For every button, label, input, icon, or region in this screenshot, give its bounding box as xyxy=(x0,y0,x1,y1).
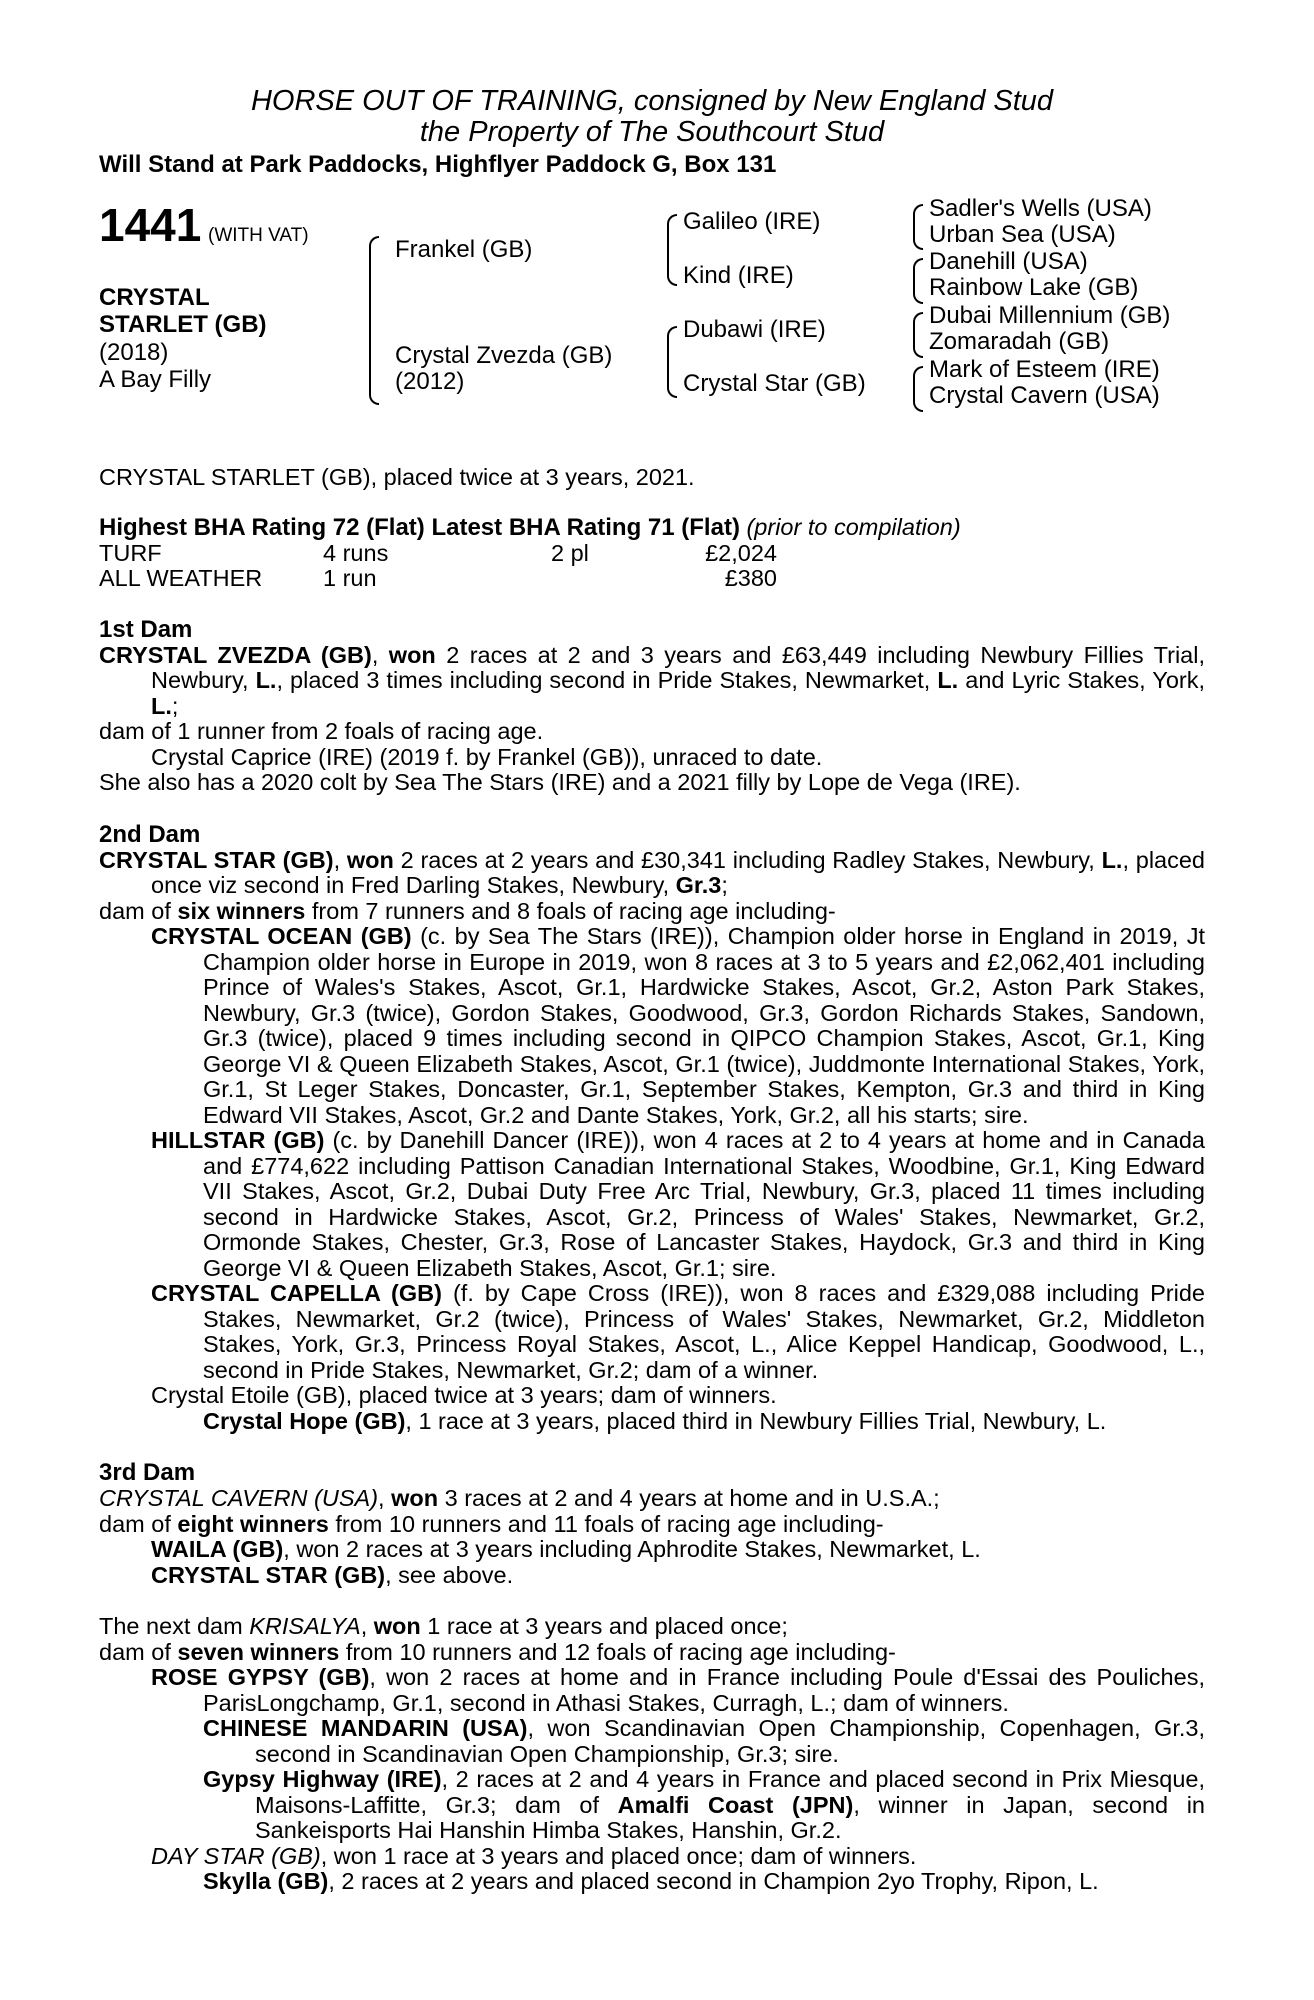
horse-record: , won 1 race at 3 years and placed once; dam of winners. xyxy=(320,1842,917,1869)
catalogue-page xyxy=(99,86,1205,1895)
list-item xyxy=(99,1844,1205,1870)
first-dam-record: CRYSTAL ZVEZDA (GB), won 2 races at 2 and 3 years and £63,449 including Newbury Fillies Trial, Newbury, L., placed 3 times including second in Pride Stakes, Newmarket, L. and Lyric Stakes, York, L.; xyxy=(99,641,1205,719)
bha-ratings: Highest BHA Rating 72 (Flat) Latest BHA Rating 71 (Flat) xyxy=(99,513,740,541)
horse-record: , winner in Japan, second in Sankeisports Hai Hanshin Himba Stakes, Hanshin, Gr.2. xyxy=(255,1791,1205,1843)
next-dam-record: The next dam KRISALYA, won 1 race at 3 years and placed once; xyxy=(99,1613,788,1639)
placed-cell: 2 pl xyxy=(551,539,589,566)
dam-sire: Dubawi (IRE) xyxy=(683,316,826,343)
grandsire-3: Dubai Millennium (GB) xyxy=(929,302,1171,329)
winners-count: six winners xyxy=(177,897,306,924)
next-dam-produce xyxy=(99,1640,1205,1666)
sire-sire: Galileo (IRE) xyxy=(683,208,821,235)
list-item xyxy=(99,1869,1205,1895)
dam-name: Crystal Zvezda (GB) xyxy=(395,342,613,369)
horse-description: A Bay Filly xyxy=(99,366,212,393)
horse-record: , won 2 races at home and in France including Poule d'Essai des Pouliches, ParisLongchamp, Gr.1, second in Athasi Stakes, Curragh, L.; dam of winners. xyxy=(203,1664,1205,1716)
first-dam-section xyxy=(99,617,1205,796)
produce-text: from 10 runners and 11 foals of racing age including- xyxy=(328,1510,884,1537)
first-dam-name: CRYSTAL ZVEZDA (GB) xyxy=(99,641,372,668)
grandsire-4: Mark of Esteem (IRE) xyxy=(929,356,1160,383)
winners-count: eight winners xyxy=(177,1510,329,1537)
pedigree-block xyxy=(99,195,1205,457)
granddam-2: Rainbow Lake (GB) xyxy=(929,274,1139,301)
horse-name: Amalfi Coast (JPN) xyxy=(617,1791,854,1818)
won-label: won xyxy=(391,1485,439,1511)
record-text: 2 races at 2 and 3 years and £63,449 including Newbury Fillies Trial, Newbury, xyxy=(151,641,1205,693)
list-item xyxy=(99,1128,1205,1281)
grandsire-2: Danehill (USA) xyxy=(929,248,1088,275)
horse-year: (2018) xyxy=(99,339,169,366)
list-item xyxy=(99,1767,1205,1844)
horse-name: CRYSTAL STAR (GB) xyxy=(151,1561,386,1588)
g-brace-2 xyxy=(913,258,923,304)
vat-note: (WITH VAT) xyxy=(208,225,309,246)
horse-name: Crystal Hope (GB) xyxy=(203,1407,406,1434)
horse-name: DAY STAR (GB) xyxy=(151,1842,321,1869)
record-text: ; xyxy=(171,692,179,719)
listed-label: L. xyxy=(1101,846,1123,873)
list-item xyxy=(99,1281,1205,1383)
grandsire-1: Sadler's Wells (USA) xyxy=(929,195,1152,222)
list-item xyxy=(99,1665,1205,1716)
second-dam-record: CRYSTAL STAR (GB), won 2 races at 2 years and £30,341 including Radley Stakes, Newbury, L., placed once viz second in Fred Darling Stakes, Newbury, Gr.3; xyxy=(99,846,1206,898)
table-row xyxy=(99,541,777,566)
g-brace-1 xyxy=(913,204,923,250)
first-dam-produce: dam of 1 runner from 2 foals of racing age. xyxy=(99,718,544,744)
granddam-4: Crystal Cavern (USA) xyxy=(929,382,1160,409)
second-dam-section xyxy=(99,822,1205,1435)
third-dam-name: CRYSTAL CAVERN (USA) xyxy=(99,1485,379,1511)
ratings-block xyxy=(99,515,1205,591)
g-brace-3 xyxy=(913,312,923,358)
listed-label: L. xyxy=(937,667,959,693)
runs-cell: 4 runs xyxy=(323,539,389,566)
horse-record: , 2 races at 2 years and placed second in Champion 2yo Trophy, Ripon, L. xyxy=(328,1868,1099,1894)
surface-cell: TURF xyxy=(99,539,162,566)
lot-number: 1441 xyxy=(99,199,202,251)
horse-name-line1: CRYSTAL xyxy=(99,284,210,311)
table-row xyxy=(99,566,777,591)
won-label: won xyxy=(388,641,436,668)
sire-name: Frankel (GB) xyxy=(395,236,533,263)
placed-cell xyxy=(551,566,681,591)
granddam-3: Zomaradah (GB) xyxy=(929,328,1110,355)
g-brace-4 xyxy=(913,366,923,412)
dam-dam: Crystal Star (GB) xyxy=(683,370,866,397)
list-item xyxy=(99,1537,1205,1563)
third-dam-section xyxy=(99,1460,1205,1588)
record-text: The next dam xyxy=(99,1613,250,1639)
third-dam-heading: 3rd Dam xyxy=(99,1459,196,1486)
list-item xyxy=(99,1563,1205,1589)
horse-name-line2: STARLET (GB) xyxy=(99,311,267,338)
list-item xyxy=(99,1716,1205,1767)
sire-dam: Kind (IRE) xyxy=(683,262,794,289)
produce-text: from 10 runners and 12 foals of racing age including- xyxy=(339,1638,896,1665)
ratings-table xyxy=(99,541,777,591)
horse-record: , won Scandinavian Open Championship, Copenhagen, Gr.3, second in Scandinavian Open Championship, Gr.3; sire. xyxy=(255,1715,1205,1767)
horse-record: , see above. xyxy=(385,1561,514,1588)
dam-year: (2012) xyxy=(395,368,465,395)
next-dam-section xyxy=(99,1614,1205,1895)
winners-count: seven winners xyxy=(177,1638,340,1665)
listed-label: L. xyxy=(255,667,277,693)
race-summary: CRYSTAL STARLET (GB), placed twice at 3 years, 2021. xyxy=(99,464,695,490)
stand-location: Will Stand at Park Paddocks, Highflyer Paddock G, Box 131 xyxy=(99,151,777,178)
sire-dam-brace xyxy=(369,236,379,405)
horse-record: (c. by Danehill Dancer (IRE)), won 4 races at 2 to 4 years at home and in Canada and £774,622 including Pattison Canadian International Stakes, Woodbine, Gr.1, King Edward VII Stakes, Ascot, Gr.2, Dubai Duty Free Arc Trial, Newbury, Gr.3, placed 11 times including second in Hardwicke Stakes, Ascot, Gr.2, Princess of Wales' Stakes, Newmarket, Gr.2, Ormonde Stakes, Chester, Gr.3, Rose of Lancaster Stakes, Haydock, Gr.3 and third in King George VI & Queen Elizabeth Stakes, Ascot, Gr.1; sire. xyxy=(203,1127,1205,1281)
record-text: , placed 3 times including second in Pride Stakes, Newmarket, xyxy=(276,667,938,693)
horse-name: CRYSTAL OCEAN (GB) xyxy=(151,923,412,949)
produce-text: from 7 runners and 8 foals of racing age including- xyxy=(305,897,836,924)
horse-record: (f. by Cape Cross (IRE)), won 8 races and £329,088 including Pride Stakes, Newmarket, Gr.2 (twice), Princess of Wales' Stakes, Newmarket, Gr.2, Middleton Stakes, York, Gr.3, Princess Royal Stakes, Ascot, L., Alice Keppel Handicap, Goodwood, L., second in Pride Stakes, Newmarket, Gr.2; dam of a winner. xyxy=(203,1280,1205,1383)
property-line: the Property of The Southcourt Stud xyxy=(419,116,885,148)
won-label: won xyxy=(373,1613,421,1639)
record-text: , placed once viz second in Fred Darling Stakes, Newbury, xyxy=(151,846,1206,898)
won-label: won xyxy=(346,846,394,873)
earnings-cell: £380 xyxy=(724,564,777,591)
listed-label: L. xyxy=(151,692,172,719)
surface-cell: ALL WEATHER xyxy=(99,564,263,591)
granddam-1: Urban Sea (USA) xyxy=(929,221,1116,248)
horse-name: Skylla (GB) xyxy=(203,1868,329,1894)
horse-name: WAILA (GB) xyxy=(151,1536,284,1562)
third-dam-record: CRYSTAL CAVERN (USA), won 3 races at 2 and 4 years at home and in U.S.A.; xyxy=(99,1485,940,1511)
record-text: 3 races at 2 and 4 years at home and in U.S.A.; xyxy=(438,1485,940,1511)
ratings-note: (prior to compilation) xyxy=(746,513,961,540)
consignor-line: HORSE OUT OF TRAINING, consigned by New England Stud xyxy=(250,85,1054,117)
horse-name: ROSE GYPSY (GB) xyxy=(151,1664,370,1690)
list-item xyxy=(99,924,1205,1128)
second-dam-produce xyxy=(99,899,1205,925)
second-dam-heading: 2nd Dam xyxy=(99,820,201,848)
record-text: 1 race at 3 years and placed once; xyxy=(420,1613,788,1639)
horse-name: CRYSTAL CAPELLA (GB) xyxy=(151,1280,442,1306)
produce-text: dam of xyxy=(99,1638,178,1665)
first-dam-heading: 1st Dam xyxy=(99,615,193,643)
produce-text: dam of xyxy=(99,897,178,924)
second-dam-name: CRYSTAL STAR (GB) xyxy=(99,846,334,873)
record-text: and Lyric Stakes, York, xyxy=(958,667,1205,693)
dam-parents-brace xyxy=(667,326,677,398)
foal-entry: Crystal Caprice (IRE) (2019 f. by Frankel (GB)), unraced to date. xyxy=(151,743,823,770)
record-text: ; xyxy=(721,872,728,898)
runs-cell: 1 run xyxy=(323,564,377,591)
group-label: Gr.3 xyxy=(675,872,722,898)
list-item xyxy=(99,1409,1205,1435)
earnings-cell: £2,024 xyxy=(705,539,777,566)
next-dam-name: KRISALYA xyxy=(249,1613,361,1639)
horse-record: , 2 races at 2 and 4 years in France and placed second in Prix Miesque, Maisons-Laffitte, Gr.3; dam of xyxy=(255,1766,1205,1818)
sire-parents-brace xyxy=(667,214,677,286)
third-dam-produce xyxy=(99,1512,1205,1538)
produce-text: dam of xyxy=(99,1510,178,1537)
horse-record: , won 2 races at 3 years including Aphrodite Stakes, Newmarket, L. xyxy=(283,1536,981,1562)
horse-name: HILLSTAR (GB) xyxy=(151,1127,325,1153)
first-dam-also: She also has a 2020 colt by Sea The Stars (IRE) and a 2021 filly by Lope de Vega (IRE). xyxy=(99,769,1021,795)
horse-name: Gypsy Highway (IRE) xyxy=(203,1766,442,1792)
list-item: Crystal Etoile (GB), placed twice at 3 years; dam of winners. xyxy=(151,1382,777,1408)
horse-record: (c. by Sea The Stars (IRE)), Champion older horse in England in 2019, Jt Champion older horse in Europe in 2019, won 8 races at 3 to 5 years and £2,062,401 including Prince of Wales's Stakes, Ascot, Gr.1, Hardwicke Stakes, Ascot, Gr.2, Aston Park Stakes, Newbury, Gr.3 (twice), Gordon Stakes, Goodwood, Gr.3, Gordon Richards Stakes, Sandown, Gr.3 (twice), placed 9 times including second in QIPCO Champion Stakes, Ascot, Gr.1, King George VI & Queen Elizabeth Stakes, Ascot, Gr.1 (twice), Juddmonte International Stakes, York, Gr.1, St Leger Stakes, Doncaster, Gr.1, September Stakes, Kempton, Gr.3 and third in King Edward VII Stakes, Ascot, Gr.2 and Dante Stakes, York, Gr.2, all his starts; sire. xyxy=(203,923,1205,1128)
horse-name: CHINESE MANDARIN (USA) xyxy=(203,1715,528,1741)
record-text: 2 races at 2 years and £30,341 including Radley Stakes, Newbury, xyxy=(393,846,1102,873)
horse-record: , 1 race at 3 years, placed third in Newbury Fillies Trial, Newbury, L. xyxy=(405,1407,1107,1434)
